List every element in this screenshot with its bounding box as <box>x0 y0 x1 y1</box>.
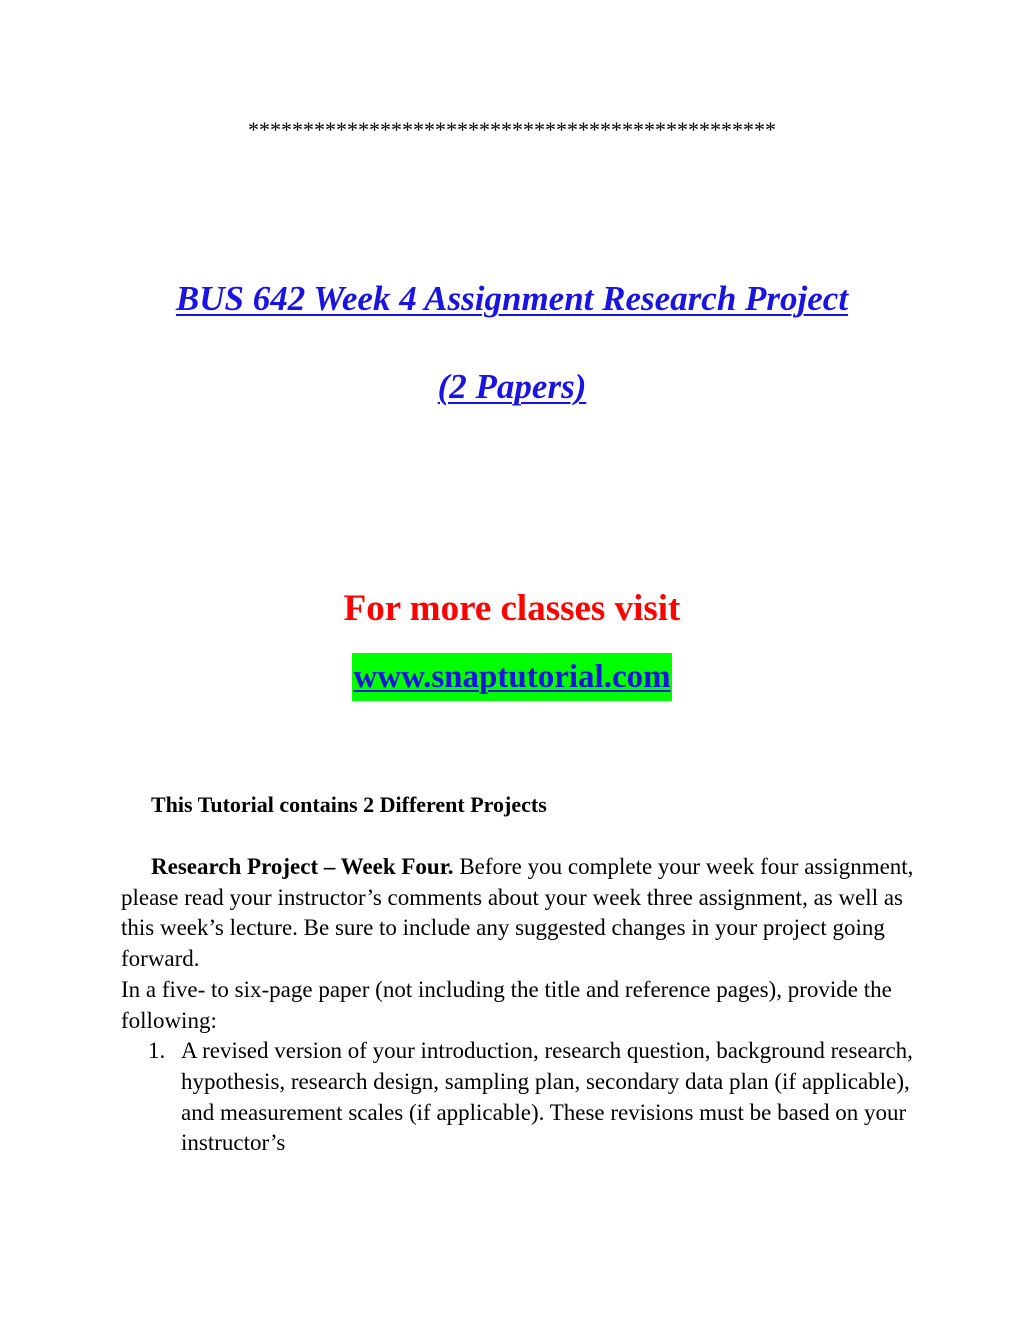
list-item <box>121 1036 921 1159</box>
promo-link-container <box>0 653 1024 701</box>
list-item-number: 1. <box>148 1038 166 1064</box>
paragraph-research-project <box>121 852 921 975</box>
website-link[interactable]: www.snaptutorial.com <box>352 653 671 701</box>
paragraph-lead: Research Project – Week Four. <box>151 854 454 879</box>
body-text <box>121 852 921 1159</box>
document-title-line-1: BUS 642 Week 4 Assignment Research Project <box>175 279 849 318</box>
requirements-list <box>121 1036 921 1159</box>
list-item-text: A revised version of your introduction, research question, background research, hypothesis, research design, sampling plan, secondary data plan (if applicable), and measurement scales (if applicable). These revisions must be based on your instructor’s <box>181 1038 913 1156</box>
promo-text: For more classes visit <box>343 588 681 629</box>
paragraph-instructions: In a five- to six-page paper (not including the title and reference pages), provide the following: <box>121 976 892 1033</box>
asterisk-divider: ************************************************ <box>248 117 776 142</box>
paragraph-body: Before you complete your week four assignment, please read your instructor’s comments about your week three assignment, as well as this week’s lecture. Be sure to include any suggested changes in your project going forward. <box>121 854 914 972</box>
tutorial-note: This Tutorial contains 2 Different Projects <box>151 792 547 817</box>
document-title-line-2: (2 Papers) <box>437 367 587 406</box>
